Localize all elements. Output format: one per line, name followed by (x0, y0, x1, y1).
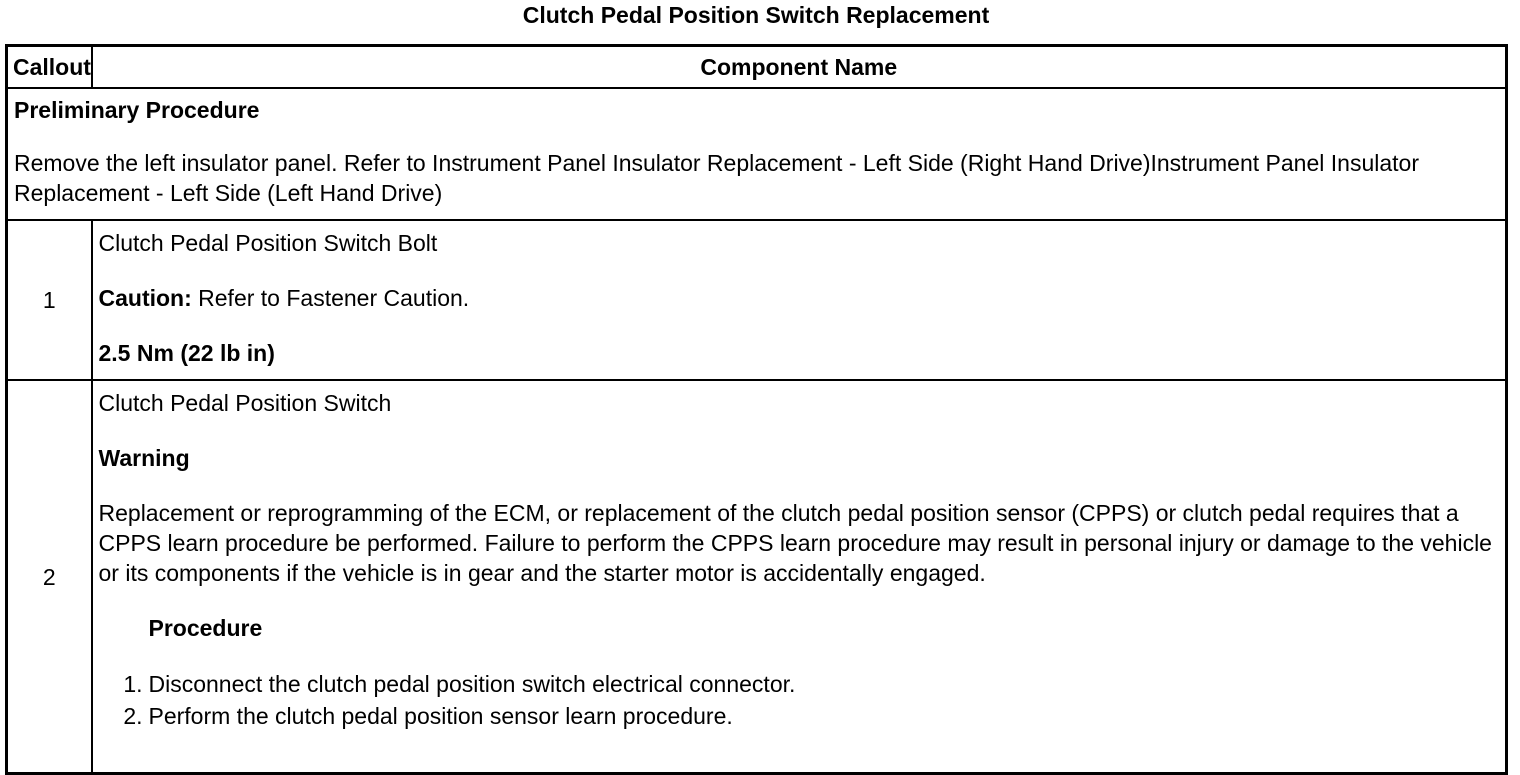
table-row (7, 220, 1507, 380)
step-number: 1. (123, 671, 143, 697)
table-header-row (7, 46, 1507, 89)
component-name-column-header: Component Name (92, 46, 1507, 89)
preliminary-cell (7, 88, 1507, 220)
procedure-heading: Procedure (148, 615, 263, 641)
caution-label: Caution: (98, 285, 192, 311)
procedure-table (5, 44, 1508, 775)
callout-number: 2 (7, 380, 92, 774)
preliminary-text: Remove the left insulator panel. Refer to Instrument Panel Insulator Replacement - Left Side (Right Hand Drive)Instrument Panel Insulator Replacement - Left Side (Left Hand Drive) (14, 150, 1419, 206)
preliminary-row (7, 88, 1507, 220)
callout-column-header: Callout (7, 46, 92, 89)
preliminary-heading: Preliminary Procedure (14, 97, 260, 123)
torque-spec: 2.5 Nm (22 lb in) (98, 340, 275, 366)
component-cell (92, 380, 1507, 774)
component-name: Clutch Pedal Position Switch (98, 390, 392, 416)
component-name: Clutch Pedal Position Switch Bolt (98, 230, 438, 256)
step-text: Perform the clutch pedal position sensor learn procedure. (148, 703, 733, 729)
table-row (7, 380, 1507, 774)
step-number: 2. (123, 703, 143, 729)
procedure-steps (99, 668, 1500, 732)
component-cell (92, 220, 1507, 380)
warning-label: Warning (98, 445, 190, 471)
warning-text: Replacement or reprogramming of the ECM, or replacement of the clutch pedal position sensor (CPPS) or clutch pedal requires that a CPPS learn procedure be performed. Failure to perform the CPPS learn procedure may result in personal injury or damage to the vehicle or its components if the vehicle is in gear and the starter motor is accidentally engaged. (98, 500, 1492, 586)
list-item (123, 668, 1500, 700)
caution-text: Refer to Fastener Caution. (191, 285, 470, 311)
caution-note (99, 283, 1500, 313)
list-item (123, 700, 1500, 732)
callout-number: 1 (7, 220, 92, 380)
page-title: Clutch Pedal Position Switch Replacement (522, 2, 990, 28)
step-text: Disconnect the clutch pedal position switch electrical connector. (148, 671, 796, 697)
